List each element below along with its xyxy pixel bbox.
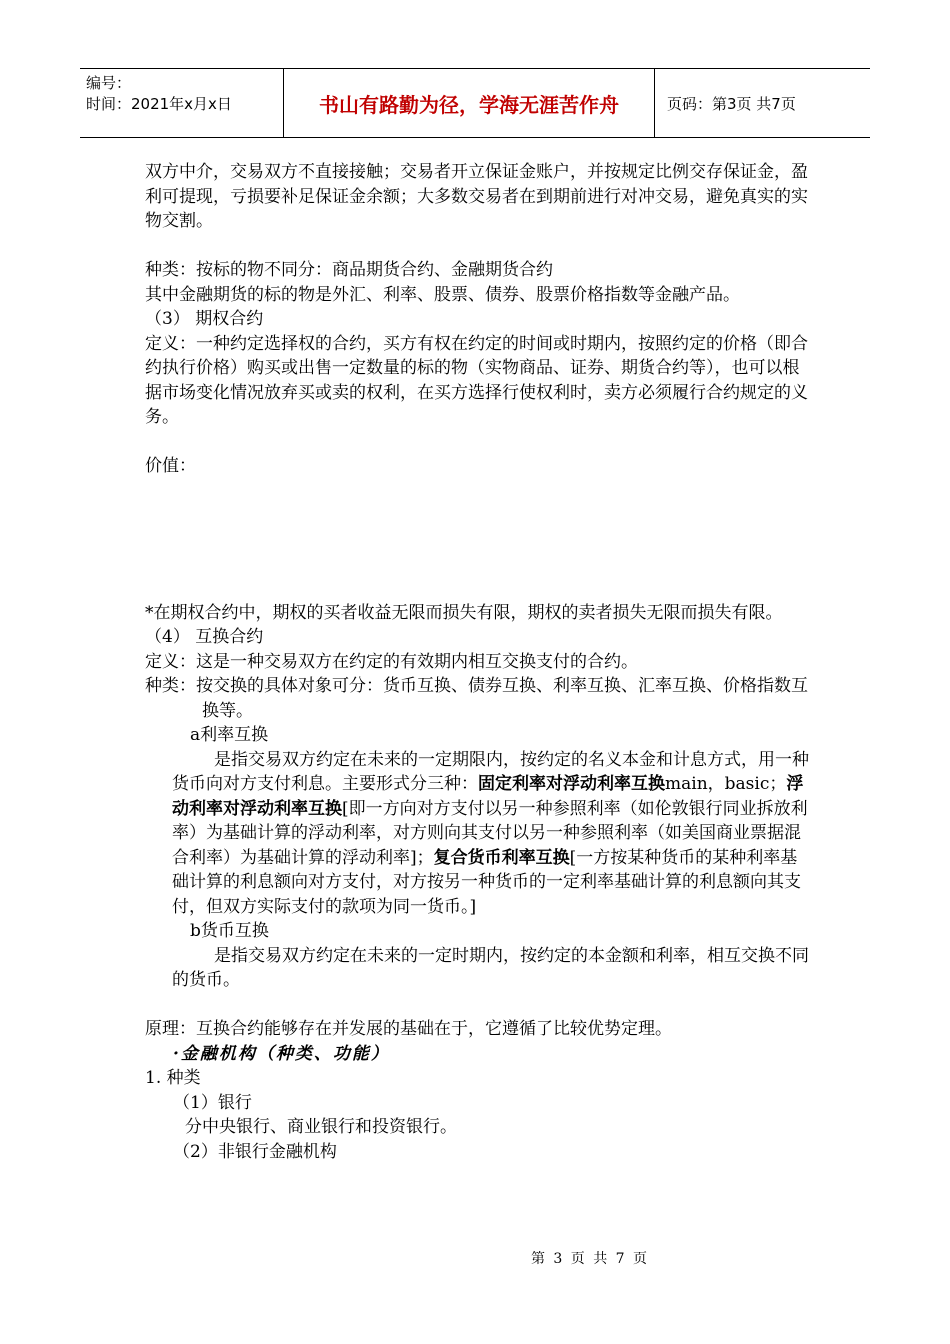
bold-term: 浮动利率对浮动利率互换 xyxy=(172,774,804,819)
paragraph: *在期权合约中，期权的买者收益无限而损失有限，期权的卖者损失无限而损失有限。 xyxy=(145,602,783,623)
paragraph: 种类：按标的物不同分：商品期货合约、金融期货合约 xyxy=(145,260,553,280)
page-header xyxy=(80,68,870,138)
paragraph: 定义：这是一种交易双方在约定的有效期内相互交换支付的合约。 xyxy=(145,651,638,672)
section-heading: （4） 互换合约 xyxy=(145,627,264,647)
list-heading: 1. 种类 xyxy=(145,1068,201,1088)
bold-term: 复合货币利率互换 xyxy=(433,847,570,868)
section-heading: （3） 期权合约 xyxy=(145,309,264,329)
subheading: a利率互换 xyxy=(190,725,269,745)
document-time-label: 时间：2021年x月x日 xyxy=(86,95,232,113)
bold-term: 固定利率对浮动利率互换 xyxy=(478,774,665,794)
header-page-number: 页码：第3页 共7页 xyxy=(667,94,796,113)
text-run: [即一方向对方支付以另一种参照利率（如伦敦银行同业拆放利率）为基础计算的浮动利率，对方则向其支付以另一种参照利率（如美国商业票据混合利率）为基础计算的浮动利率]； xyxy=(172,798,808,868)
paragraph: 价值： xyxy=(145,456,196,476)
header-meta xyxy=(80,69,283,137)
paragraph: 定义：一种约定选择权的合约，买方有权在约定的时间或时期内，按照约定的价格（即合约执行价格）购买或出售一定数量的标的物（实物商品、证券、期货合约等），也可以根据市场变化情况放弃买或卖的权利，在买方选择行使权利时，卖方必须履行合约规定的义务。 xyxy=(145,333,808,427)
document-number-label: 编号： xyxy=(86,74,132,92)
text-run: 是指交易双方约定在未来的一定期限内，按约定的名义本金和计息方式，用一种货币向对方支付利息。主要形式分三种： xyxy=(172,749,809,794)
paragraph: 原理：互换合约能够存在并发展的基础在于，它遵循了比较优势定理。 xyxy=(145,1019,672,1039)
paragraph-interest-rate-swap xyxy=(145,748,810,920)
paragraph: 种类：按交换的具体对象可分：货币互换、债券互换、利率互换、汇率互换、价格指数互换等。 xyxy=(145,676,808,721)
page-footer: 第 3 页 共 7 页 xyxy=(530,1251,650,1267)
text-run: [一方按某种货币的某种利率基础计算的利息额向对方支付，对方按另一种货币的一定利率基础计算的利息额向其支付，但双方实际支付的款项为同一货币。] xyxy=(172,847,801,917)
header-motto: 书山有路勤为径，学海无涯苦作舟 xyxy=(283,69,655,137)
text-run: main，basic； xyxy=(665,774,787,794)
subheading: b货币互换 xyxy=(190,921,269,941)
paragraph: 分中央银行、商业银行和投资银行。 xyxy=(185,1117,457,1137)
list-item: （1）银行 xyxy=(173,1092,252,1113)
paragraph: 其中金融期货的标的物是外汇、利率、股票、债券、股票价格指数等金融产品。 xyxy=(145,284,740,305)
paragraph: 双方中介，交易双方不直接接触；交易者开立保证金账户，并按规定比例交存保证金，盈利可提现，亏损要补足保证金余额；大多数交易者在到期前进行对冲交易，避免真实的实物交割。 xyxy=(145,162,808,231)
document-body xyxy=(145,160,810,1164)
section-heading: ·金融机构（种类、功能） xyxy=(173,1043,390,1064)
list-item: （2）非银行金融机构 xyxy=(173,1141,337,1162)
paragraph: 是指交易双方约定在未来的一定时期内，按约定的本金额和利率，相互交换不同的货币。 xyxy=(172,945,809,990)
